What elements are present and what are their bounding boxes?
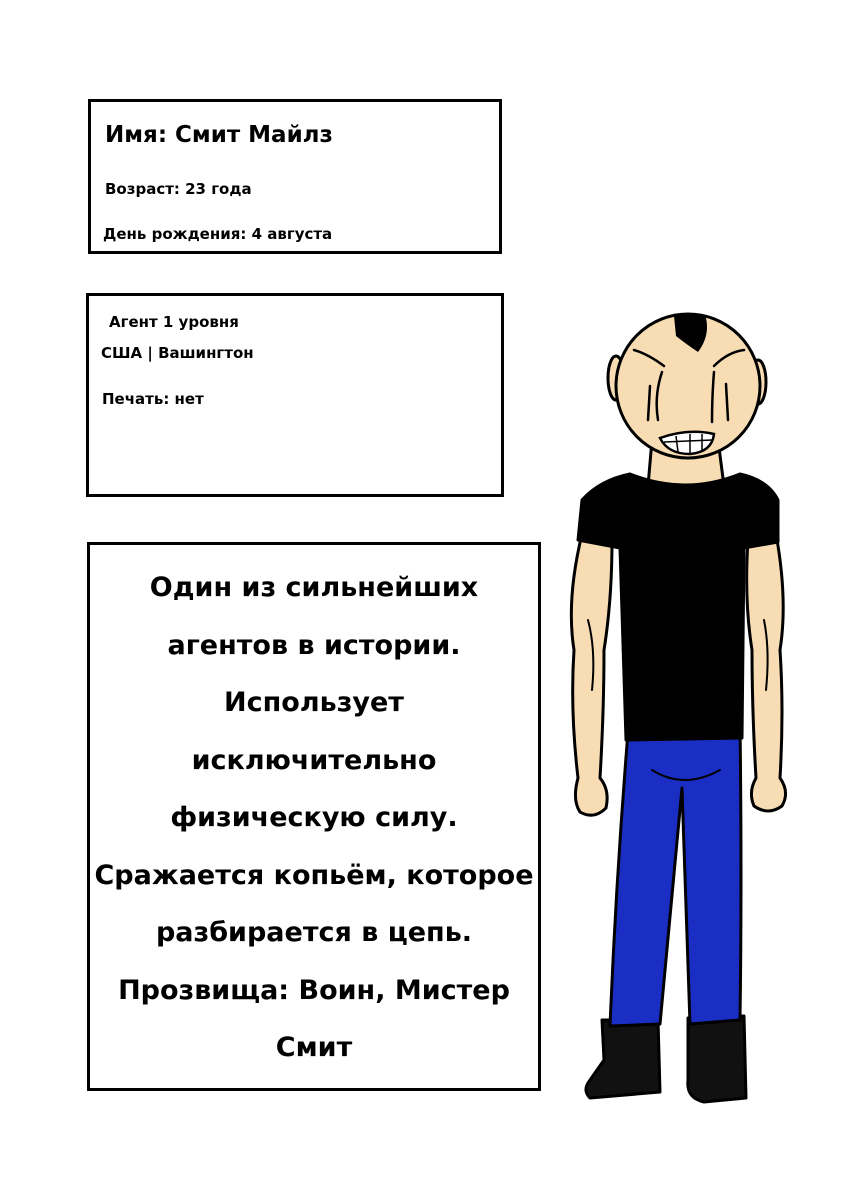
bio-line: Смит: [275, 1032, 353, 1063]
right-arm: [747, 534, 786, 811]
agent-level-line: Агент 1 уровня: [109, 313, 239, 331]
bio-line: Сражается копьём, которое: [94, 859, 534, 891]
left-boot: [586, 1020, 660, 1098]
bio-line: Использует: [224, 687, 404, 718]
bio-line: Прозвища: Воин, Мистер: [118, 974, 510, 1006]
bio-line: разбирается в цепь.: [155, 917, 473, 948]
right-boot: [688, 1016, 746, 1102]
name-info-box: [88, 99, 502, 254]
biography-text: [90, 559, 538, 1077]
bio-line: исключительно: [191, 744, 437, 776]
name-line: Имя: Смит Майлз: [105, 122, 333, 148]
age-line: Возраст: 23 года: [105, 180, 252, 198]
location-line: США | Вашингтон: [101, 344, 254, 362]
seal-line: Печать: нет: [102, 390, 204, 408]
biography-box: [87, 542, 541, 1091]
agent-info-box: [86, 293, 504, 497]
bio-line: Один из сильнейших: [149, 572, 479, 603]
birthday-line: День рождения: 4 августа: [103, 225, 333, 243]
bio-line: физическую силу.: [170, 802, 458, 833]
left-arm: [571, 534, 612, 815]
pants: [610, 724, 741, 1026]
character-illustration: [560, 312, 800, 1112]
bio-line: агентов в истории.: [167, 629, 461, 661]
